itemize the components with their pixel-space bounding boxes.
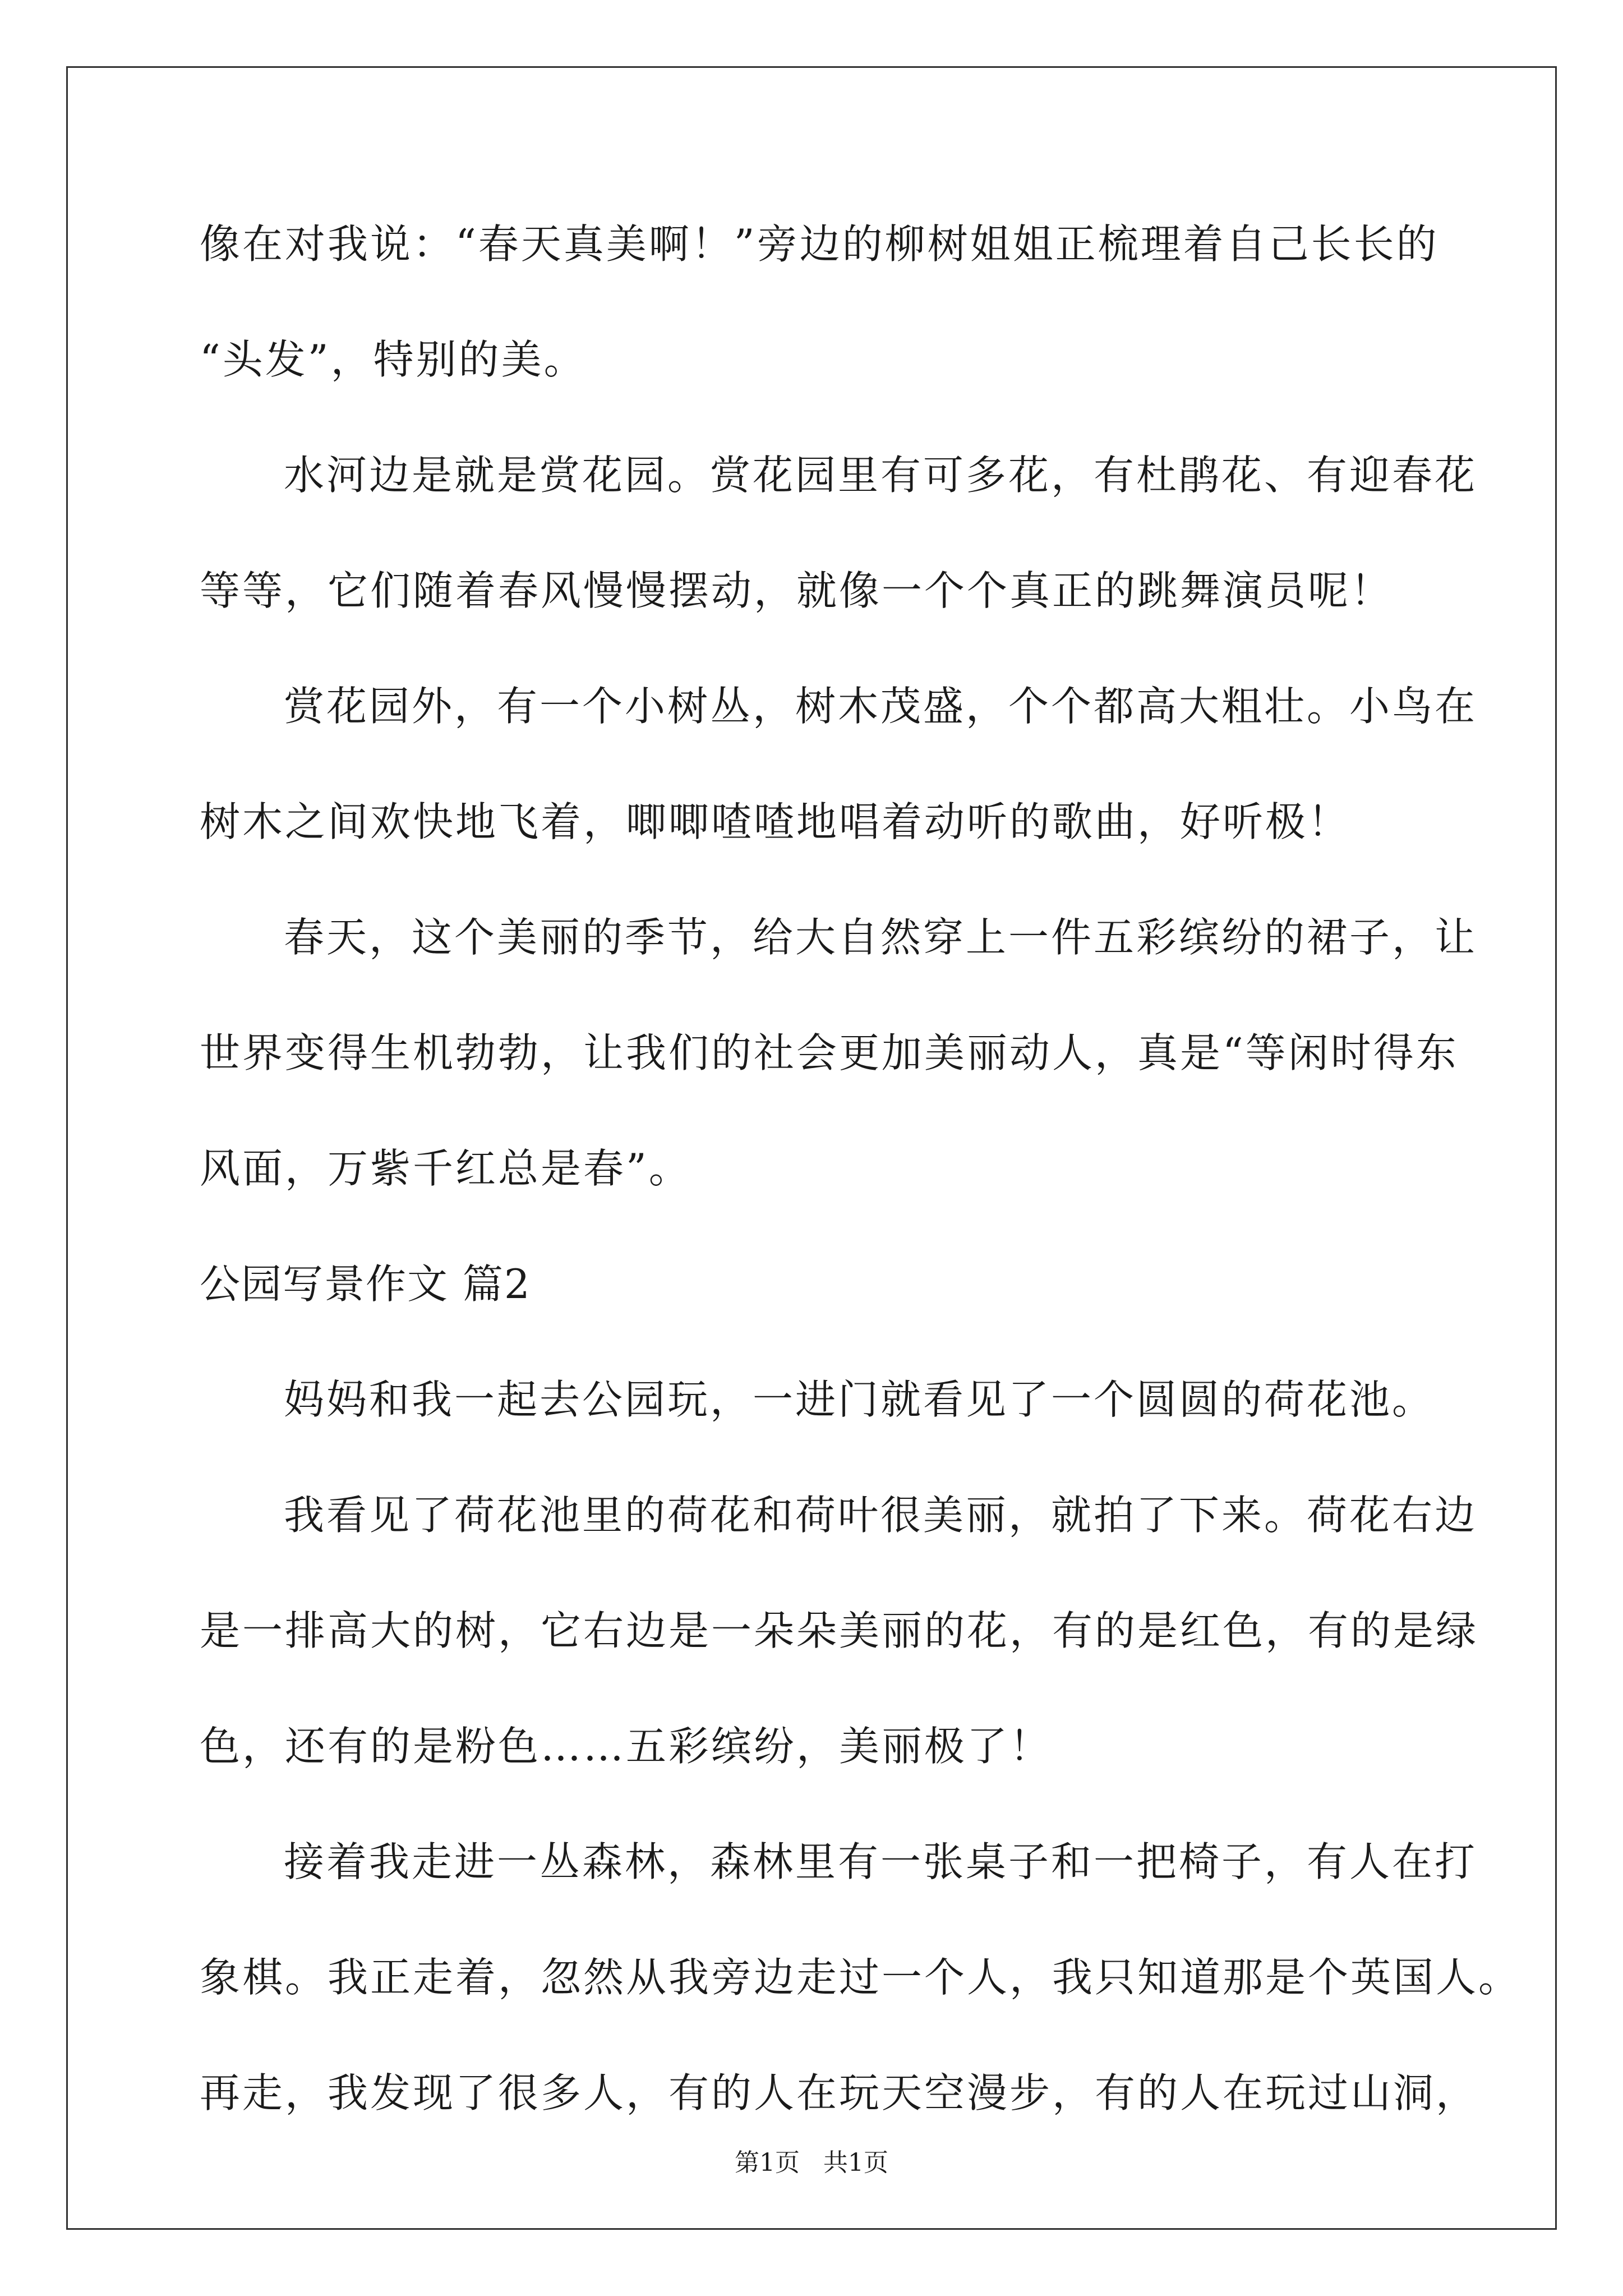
text-line: 色，还有的是粉色……五彩缤纷，美丽极了！ (200, 1723, 1053, 1770)
page-number-footer: 第1页 共1页 (735, 2148, 888, 2177)
paragraph-start: 赏花园外，有一个小树丛，树木茂盛，个个都高大粗壮。小鸟在 (284, 683, 1478, 730)
paragraph-start: 水河边是就是赏花园。赏花园里有可多花，有杜鹃花、有迎春花 (284, 452, 1478, 499)
text-line: 象棋。我正走着，忽然从我旁边走过一个人，我只知道那是个英国人。 (200, 1954, 1521, 2001)
text-line: 是一排高大的树，它右边是一朵朵美丽的花，有的是红色，有的是绿 (200, 1607, 1479, 1654)
paragraph-start: 我看见了荷花池里的荷花和荷叶很美丽，就拍了下来。荷花右边 (284, 1492, 1478, 1539)
text-line: 树木之间欢快地飞着，唧唧喳喳地唱着动听的歌曲，好听极！ (200, 798, 1351, 845)
section-heading: 公园写景作文 篇2 (200, 1260, 531, 1308)
text-line: 像在对我说：“春天真美啊！”旁边的柳树姐姐正梳理着自己长长的 (200, 220, 1439, 268)
text-line: “头发”，特别的美。 (200, 336, 587, 383)
text-line: 世界变得生机勃勃，让我们的社会更加美丽动人，真是“等闲时得东 (200, 1029, 1459, 1076)
paragraph-start: 接着我走进一丛森林，森林里有一张桌子和一把椅子，有人在打 (284, 1838, 1478, 1885)
paragraph-start: 妈妈和我一起去公园玩，一进门就看见了一个圆圆的荷花池。 (284, 1376, 1435, 1423)
paragraph-start: 春天，这个美丽的季节，给大自然穿上一件五彩缤纷的裙子，让 (284, 914, 1478, 961)
text-line: 再走，我发现了很多人，有的人在玩天空漫步，有的人在玩过山洞， (200, 2069, 1479, 2116)
document-body (200, 216, 1521, 2180)
text-line: 风面，万紫千红总是春”。 (200, 1145, 691, 1192)
text-line: 等等，它们随着春风慢慢摆动，就像一个个真正的跳舞演员呢！ (200, 567, 1394, 614)
